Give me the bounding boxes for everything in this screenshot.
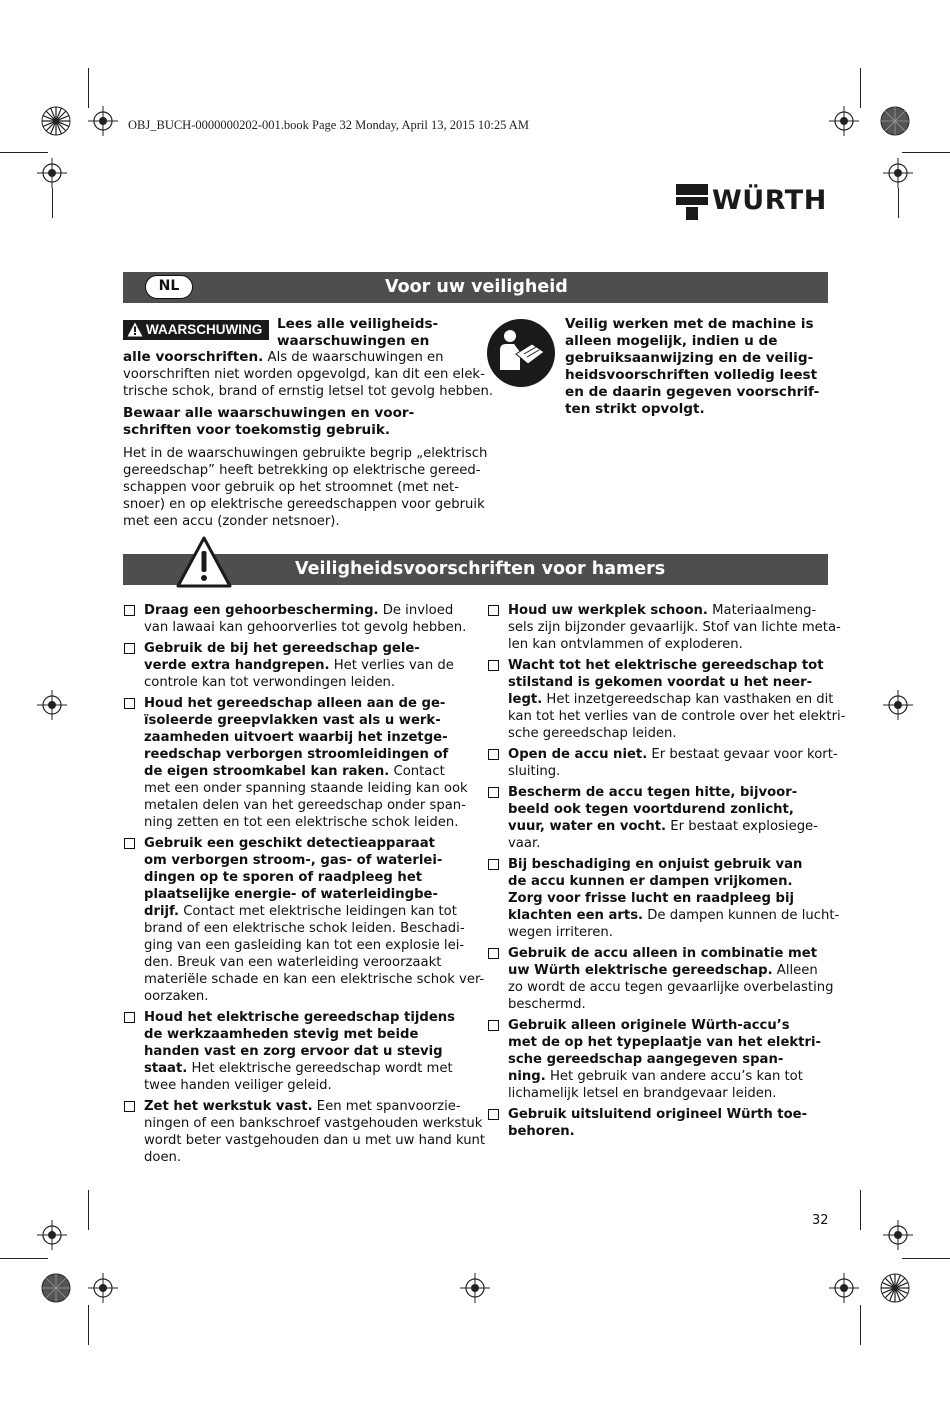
text-line [144,657,473,674]
bold-run: verde extra handgrepen. [144,658,330,673]
checkbox-icon [488,660,499,671]
text-line: trische schok, brand of ernstig letsel tot gevolg hebben. [123,384,494,399]
list-item [487,945,832,1013]
text-run: Als de waarschuwingen en [263,350,444,365]
text-line [144,1098,473,1115]
text-line: wordt beter vastgehouden dan u met uw hand kunt [144,1133,486,1148]
brand-name: WÜRTH [712,185,827,216]
text-run: Contact met elektrische leidingen kan tot [179,904,457,919]
text-line: heidsvoorschriften volledig leest [565,367,818,383]
text-line: Houd het gereedschap alleen aan de ge- [144,696,446,711]
checkbox-icon [488,605,499,616]
list-item [123,695,473,831]
list-item [123,835,485,1005]
text-line: beeld ook tegen voortdurend zonlicht, [508,802,794,817]
read-manual-text [565,316,819,418]
bold-run: ning. [508,1069,546,1084]
text-line: gereedschap” heeft betrekking op elektrische gereed- [123,463,481,478]
checkbox-icon [124,643,135,654]
text-line: van lawaai kan gehoorverlies tot gevolg hebben. [144,620,467,635]
registration-mark-icon [41,1273,71,1303]
checkbox-icon [124,605,135,616]
text-run: De invloed [378,603,454,618]
text-line: zaamheden uitvoert waarbij het inzetge- [144,730,448,745]
bold-run: Open de accu niet. [508,747,648,762]
crosshair-mark-icon [37,690,67,720]
section-title: Voor uw veiligheid [385,277,568,297]
text-line: met een onder spanning staande leiding kan ook [144,781,468,796]
text-run: Materiaalmeng- [707,603,817,618]
text-run: Het verlies van de [329,658,454,673]
text-line: Houd het elektrische gereedschap tijdens [144,1010,456,1025]
text-line: lichamelijk letsel en brandgevaar leiden. [508,1086,777,1101]
text-line: voorschriften niet worden opgevolgd, kan dit een elek- [123,367,485,382]
text-run: Contact [389,764,445,779]
text-line: met een accu (zonder netsnoer). [123,514,340,529]
text-line: den. Breuk van een waterleiding veroorzaakt [144,955,442,970]
crosshair-mark-icon [88,1273,118,1303]
text-line: handen vast en zorg ervoor dat u stevig [144,1044,443,1059]
text-line: Bescherm de accu tegen hitte, bijvoor- [508,785,798,800]
text-run: Alleen [772,963,818,978]
section-header-bar [123,272,828,303]
bold-run: drijf. [144,904,180,919]
bold-run: Zet het werkstuk vast. [144,1099,313,1114]
crop-line [860,1305,861,1345]
warning-label: WAARSCHUWING [146,322,263,337]
keep-instructions-paragraph [123,405,414,439]
bold-run: Draag een gehoorbescherming. [144,603,379,618]
checkbox-icon [124,838,135,849]
list-item [487,784,832,852]
text-line: schriften voor toekomstig gebruik. [123,422,391,438]
checkbox-icon [124,1012,135,1023]
list-item [123,1009,473,1094]
text-line: Wacht tot het elektrische gereedschap tot [508,658,824,673]
crosshair-mark-icon [883,690,913,720]
warning-triangle-icon [176,536,232,588]
text-line: controle kan tot verwondingen leiden. [144,675,396,690]
text-line: vaar. [508,836,541,851]
bold-run: uw Würth elektrische gereedschap. [508,963,773,978]
text-line: sche gereedschap aangegeven span- [508,1052,784,1067]
text-line: plaatselijke energie- of waterleidingbe- [144,887,438,902]
bold-run: vuur, water en vocht. [508,819,667,834]
text-line: reedschap verborgen stroomleidingen of [144,747,449,762]
text-line: Zorg voor frisse lucht en raadpleeg bij [508,891,794,906]
read-manual-icon [486,318,556,388]
crosshair-mark-icon [883,1220,913,1250]
text-line: alleen mogelijk, indien u de [565,333,778,349]
text-line: Veilig werken met de machine is [565,316,814,332]
section-title: Veiligheidsvoorschriften voor hamers [295,559,666,579]
crosshair-mark-icon [88,106,118,136]
text-line: de accu kunnen er dampen vrijkomen. [508,874,793,889]
text-line [144,1060,473,1077]
text-line: ningen of een bankschroef vastgehouden werkstuk [144,1116,483,1131]
crosshair-mark-icon [883,158,913,188]
text-run: De dampen kunnen de lucht- [643,908,840,923]
bold-run: staat. [144,1061,188,1076]
page-number: 32 [812,1213,829,1228]
text-line: Gebruik een geschikt detectieapparaat [144,836,435,851]
text-run: Het inzetgereedschap kan vasthaken en dit [542,692,834,707]
warning-line: waarschuwingen en [277,333,430,349]
crop-line [88,68,89,108]
text-line: en de daarin gegeven voorschrif- [565,384,820,400]
wurth-emblem-icon [676,184,708,220]
text-line [508,1068,832,1085]
text-line [508,602,832,619]
crosshair-mark-icon [829,1273,859,1303]
crosshair-mark-icon [37,1220,67,1250]
text-run: Er bestaat gevaar voor kort- [647,747,838,762]
text-line: materiële schade en kan een elektrische schok ver- [144,972,485,987]
text-line [144,903,473,920]
text-line: beschermd. [508,997,586,1012]
wurth-logo [676,184,832,220]
text-line: ning zetten en tot een elektrische schok leiden. [144,815,459,830]
text-line: dingen op te sporen of raadpleeg het [144,870,423,885]
text-line: Gebruik de accu alleen in combinatie met [508,946,817,961]
text-run: Het elektrische gereedschap wordt met [187,1061,453,1076]
text-line: Gebruik de bij het gereedschap gele- [144,641,420,656]
language-badge: NL [145,275,193,299]
text-line: zo wordt de accu tegen gevaarlijke overbelasting [508,980,834,995]
text-line [508,691,832,708]
warning-triangle-icon [127,322,143,337]
right-column [487,602,846,1144]
text-line: ging van een gasleiding kan tot een explosie lei- [144,938,465,953]
text-line [508,746,838,763]
left-column [123,602,486,1170]
text-line: len kan ontvlammen of exploderen. [508,637,743,652]
text-line: metalen delen van het gereedschap onder span- [144,798,466,813]
text-line: snoer) en op elektrische gereedschappen voor gebruik [123,497,485,512]
text-line: Het in de waarschuwingen gebruikte begrip „elektrisch [123,446,488,461]
text-line: Bij beschadiging en onjuist gebruik van [508,857,803,872]
checkbox-icon [488,948,499,959]
crop-line [0,152,48,153]
list-item [487,746,838,780]
checkbox-icon [124,1101,135,1112]
text-line: doen. [144,1150,182,1165]
text-run: Een met spanvoorzie- [312,1099,461,1114]
text-line [508,907,840,924]
bold-run: de eigen stroomkabel kan raken. [144,764,390,779]
text-line: brand of een elektrische schok leiden. Beschadi- [144,921,465,936]
text-line: om verborgen stroom-, gas- of waterlei- [144,853,443,868]
text-line: sche gereedschap leiden. [508,726,677,741]
text-line: Gebruik uitsluitend origineel Würth toe- [508,1107,808,1122]
print-info-line: OBJ_BUCH-0000000202-001.book Page 32 Monday, April 13, 2015 10:25 AM [128,118,529,132]
crosshair-mark-icon [37,158,67,188]
crop-line [88,1190,89,1230]
warning-line: Lees alle veiligheids- [277,316,439,332]
crop-line [0,1258,48,1259]
bold-run: klachten een arts. [508,908,644,923]
text-line [508,962,832,979]
text-line: sels zijn bijzonder gevaarlijk. Stof van lichte meta- [508,620,841,635]
list-item [123,640,473,691]
crosshair-mark-icon [829,106,859,136]
text-line: Gebruik alleen originele Würth-accu’s [508,1018,790,1033]
list-item [123,602,473,636]
checkbox-icon [488,1109,499,1120]
checkbox-icon [488,749,499,760]
text-line: de werkzaamheden stevig met beide [144,1027,419,1042]
intro-paragraph [123,349,493,400]
warning-badge [123,320,269,340]
crop-line [902,152,950,153]
text-line: behoren. [508,1124,575,1139]
warning-heading [277,316,438,350]
text-line: ïsoleerde greepvlakken vast als u werk- [144,713,441,728]
checkbox-icon [488,859,499,870]
text-line: stilstand is gekomen voordat u het neer- [508,675,813,690]
registration-mark-icon [880,106,910,136]
text-run: Er bestaat explosiege- [666,819,818,834]
text-line [144,602,473,619]
checkbox-icon [124,698,135,709]
registration-mark-icon [41,106,71,136]
text-line: sluiting. [508,764,561,779]
checkbox-icon [488,787,499,798]
text-line: met de op het typeplaatje van het elektri- [508,1035,821,1050]
text-line [123,349,493,366]
definition-paragraph [123,445,487,530]
list-item [487,602,841,653]
text-run: Het gebruik van andere accu’s kan tot [545,1069,803,1084]
list-item [487,856,840,941]
text-line: twee handen veiliger geleid. [144,1078,332,1093]
list-item [487,657,846,742]
text-line: wegen irriteren. [508,925,613,940]
list-item [487,1017,832,1102]
text-line [144,763,473,780]
crosshair-mark-icon [460,1273,490,1303]
registration-mark-icon [880,1273,910,1303]
list-item [487,1106,832,1140]
text-line: oorzaken. [144,989,209,1004]
text-line [508,818,832,835]
text-line: gebruiksaanwijzing en de veilig- [565,350,814,366]
crop-line [860,1190,861,1230]
bold-run: Houd uw werkplek schoon. [508,603,708,618]
text-line: kan tot het verlies van de controle over het elektri- [508,709,846,724]
checkbox-icon [488,1020,499,1031]
text-line: Bewaar alle waarschuwingen en voor- [123,405,415,421]
text-line: schappen voor gebruik op het stroomnet (met net- [123,480,459,495]
crop-line [860,68,861,108]
crop-line [52,188,53,218]
bold-run: alle voorschriften. [123,349,264,365]
crop-line [88,1305,89,1345]
list-item [123,1098,486,1166]
crop-line [898,188,899,218]
crop-line [902,1258,950,1259]
text-line: ten strikt opvolgt. [565,401,705,417]
bold-run: legt. [508,692,543,707]
